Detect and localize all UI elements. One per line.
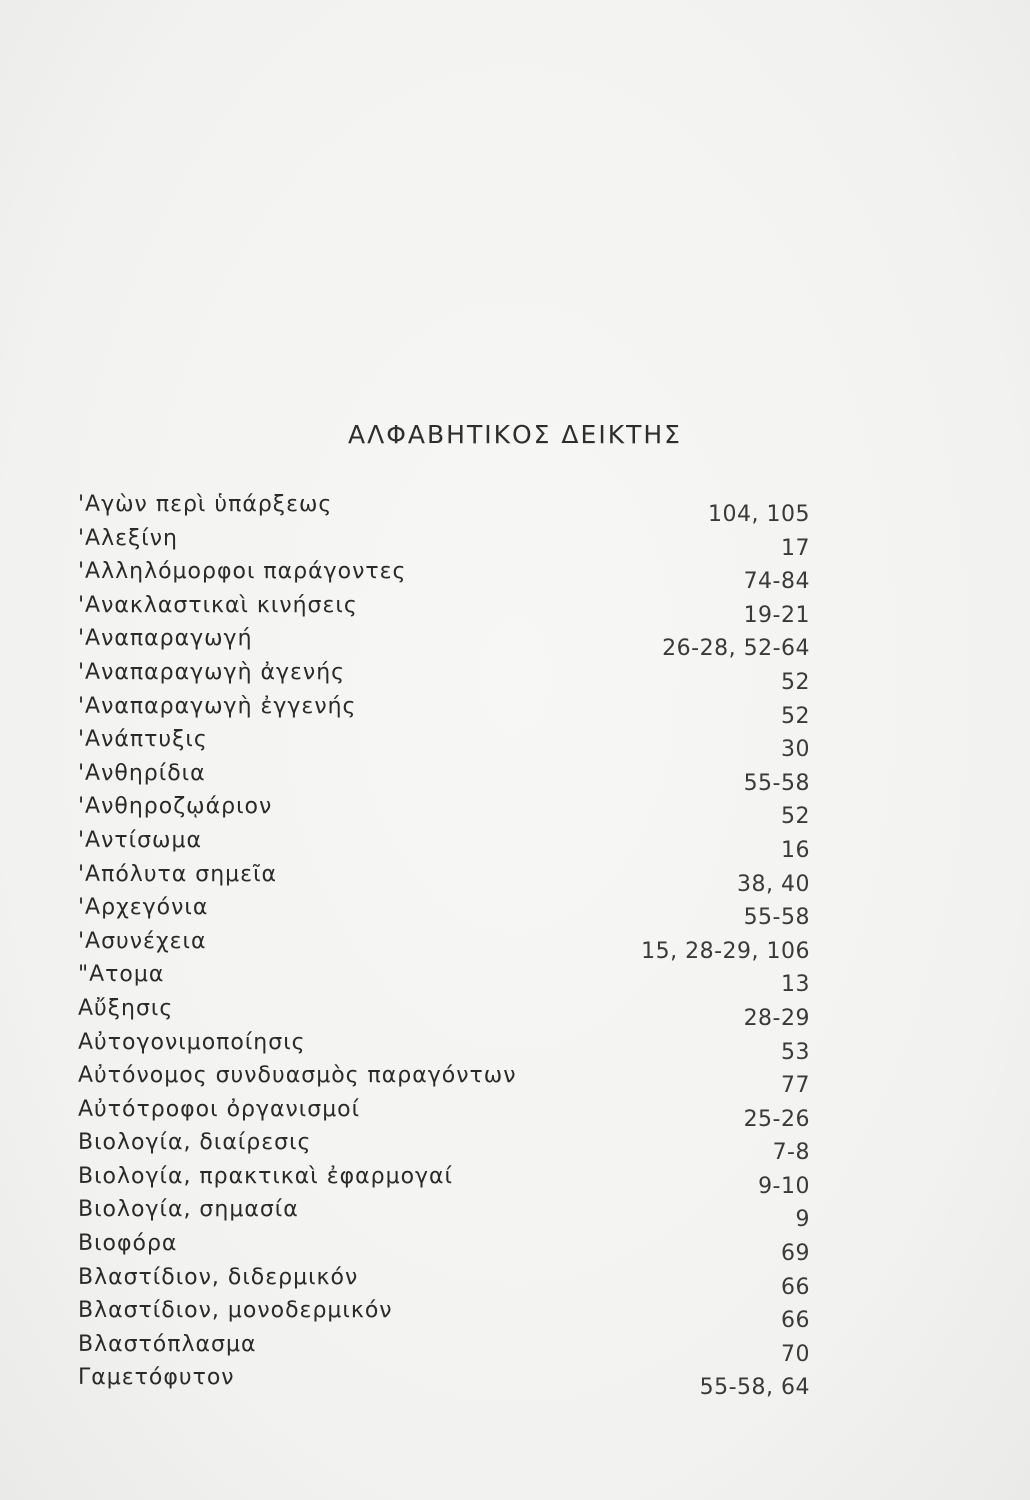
index-entry: [78, 1164, 810, 1198]
index-entry: [78, 593, 810, 627]
index-entry: [78, 929, 810, 963]
index-term: Βλαστόπλασμα: [78, 1331, 257, 1357]
index-entry: [78, 727, 810, 761]
alphabetical-index-list: [78, 492, 810, 1399]
index-term: Αὐτογονιμοποίησις: [78, 1029, 306, 1055]
index-page-numbers: 15, 28-29, 106: [641, 938, 810, 964]
index-term: 'Ασυνέχεια: [78, 928, 207, 954]
index-term: 'Ανθηρίδια: [78, 760, 206, 786]
index-term: Βλαστίδιον, διδερμικόν: [78, 1264, 359, 1290]
index-entry: [78, 895, 810, 929]
index-term: 'Αγὼν περὶ ὑπάρξεως: [78, 492, 333, 517]
index-entry: [78, 492, 810, 526]
index-entry: [78, 1265, 810, 1299]
index-entry: [78, 559, 810, 593]
index-page-numbers: 55-58, 64: [699, 1375, 810, 1401]
index-entry: [78, 1063, 810, 1097]
index-page-numbers: 9-10: [758, 1173, 810, 1199]
index-term: 'Αλληλόμορφοι παράγοντες: [78, 559, 407, 585]
index-term: 'Αρχεγόνια: [78, 895, 209, 921]
index-page-numbers: 70: [781, 1341, 810, 1367]
index-title: ΑΛΦΑΒΗΤΙΚΟΣ ΔΕΙΚΤΗΣ: [348, 420, 682, 449]
index-page-numbers: 104, 105: [708, 502, 810, 527]
index-entry: [78, 1365, 810, 1399]
index-entry: [78, 828, 810, 862]
index-entry: [78, 1298, 810, 1332]
index-page-numbers: 69: [781, 1241, 810, 1267]
index-entry: [78, 1130, 810, 1164]
index-entry: [78, 996, 810, 1030]
index-page-numbers: 52: [781, 669, 810, 695]
index-page-numbers: 52: [781, 804, 810, 830]
index-page-numbers: 66: [781, 1274, 810, 1300]
index-term: Βιοφόρα: [78, 1231, 178, 1257]
index-page-numbers: 16: [781, 837, 810, 863]
index-page-numbers: 25-26: [743, 1106, 810, 1132]
index-term: Αὐτότροφοι ὀργανισμοί: [78, 1096, 361, 1122]
index-term: Βιολογία, πρακτικαὶ ἐφαρμογαί: [78, 1163, 453, 1189]
index-entry: [78, 694, 810, 728]
index-page-numbers: 77: [781, 1073, 810, 1099]
index-entry: [78, 1332, 810, 1366]
index-page-numbers: 26-28, 52-64: [662, 636, 810, 662]
index-term: Αὔξησις: [78, 995, 174, 1021]
index-entry: [78, 794, 810, 828]
index-page-numbers: 19-21: [743, 602, 810, 628]
index-term: 'Ανάπτυξις: [78, 727, 208, 753]
index-entry: [78, 761, 810, 795]
index-entry: [78, 1231, 810, 1265]
index-entry: [78, 1197, 810, 1231]
index-page-numbers: 74-84: [743, 569, 810, 595]
index-term: Αὐτόνομος συνδυασμὸς παραγόντων: [78, 1063, 517, 1089]
index-page-numbers: 7-8: [772, 1140, 810, 1166]
index-entry: [78, 1030, 810, 1064]
index-term: Γαμετόφυτον: [78, 1365, 235, 1391]
index-term: 'Αλεξίνη: [78, 525, 178, 551]
index-term: 'Ανθηροζῳάριον: [78, 794, 273, 820]
index-page-numbers: 55-58: [743, 905, 810, 931]
index-term: 'Αναπαραγωγή: [78, 626, 253, 652]
index-page-numbers: 28-29: [743, 1005, 810, 1031]
index-page-numbers: 38, 40: [737, 871, 810, 897]
index-page-numbers: 30: [781, 737, 810, 763]
index-term: 'Απόλυτα σημεῖα: [78, 861, 278, 887]
index-entry: [78, 1097, 810, 1131]
index-page-numbers: 66: [781, 1308, 810, 1334]
index-page-numbers: 55-58: [743, 770, 810, 796]
index-term: 'Αντίσωμα: [78, 827, 202, 853]
index-term: 'Ανακλαστικαὶ κινήσεις: [78, 592, 358, 618]
index-page-numbers: 52: [781, 703, 810, 729]
index-term: Βιολογία, σημασία: [78, 1197, 299, 1223]
index-page-numbers: 53: [781, 1039, 810, 1065]
index-entry: [78, 526, 810, 560]
index-page-numbers: 9: [795, 1207, 810, 1233]
index-entry: [78, 626, 810, 660]
index-term: 'Αναπαραγωγὴ ἀγενής: [78, 659, 346, 685]
index-term: "Ατομα: [78, 962, 165, 988]
index-term: Βλαστίδιον, μονοδερμικόν: [78, 1298, 393, 1324]
index-entry: [78, 962, 810, 996]
index-entry: [78, 660, 810, 694]
index-term: Βιολογία, διαίρεσις: [78, 1130, 312, 1156]
index-entry: [78, 862, 810, 896]
index-term: 'Αναπαραγωγὴ ἐγγενής: [78, 693, 357, 719]
index-page-numbers: 13: [781, 972, 810, 998]
index-page-numbers: 17: [781, 535, 810, 561]
